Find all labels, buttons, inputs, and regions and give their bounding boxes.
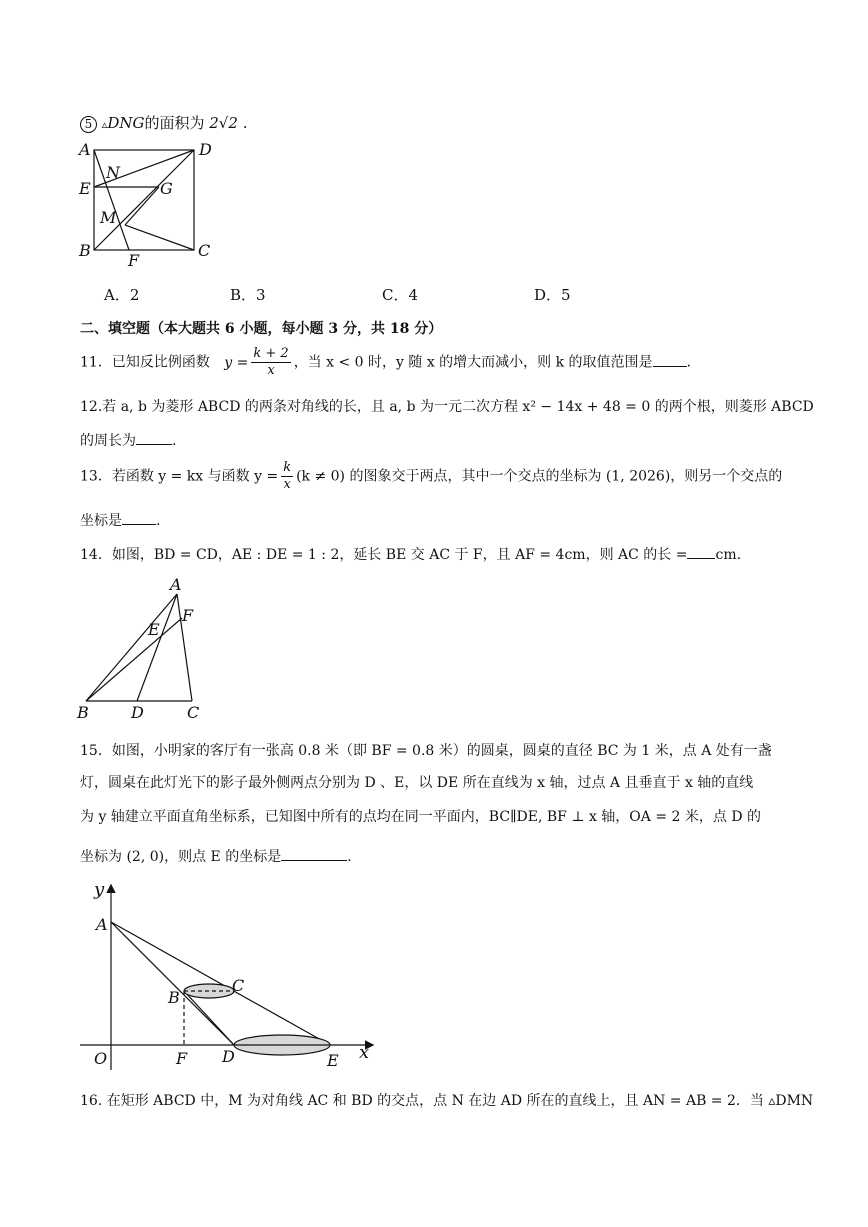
label-y: y bbox=[94, 879, 105, 900]
label-F: F bbox=[176, 1049, 188, 1068]
label-D: D bbox=[199, 140, 212, 159]
figure-triangle bbox=[74, 576, 214, 722]
figure-coordinate bbox=[76, 878, 386, 1078]
question-15-line4: 坐标为 (2, 0)，则点 E 的坐标是 . bbox=[80, 849, 352, 865]
section-title: 二、填空题（本大题共 6 小题，每小题 3 分，共 18 分） bbox=[80, 321, 443, 337]
label-C: C bbox=[232, 976, 245, 995]
q11-lhs: y = bbox=[224, 354, 249, 371]
figure-square bbox=[76, 138, 216, 268]
question-15-line3: 为 y 轴建立平面直角坐标系，已知图中所有的点均在同一平面内，BC∥DE, BF ⊥ x 轴，OA = 2 米，点 D 的 bbox=[80, 809, 761, 825]
label-E: E bbox=[148, 620, 160, 639]
label-A: A bbox=[96, 915, 108, 934]
item5-text: 的面积为 bbox=[144, 114, 205, 132]
label-A: A bbox=[79, 140, 91, 159]
label-D: D bbox=[222, 1047, 235, 1066]
question-12-line1: 12.若 a, b 为菱形 ABCD 的两条对角线的长，且 a, b 为一元二次方程 x² − 14x + 48 = 0 的两个根，则菱形 ABCD bbox=[80, 399, 814, 415]
q14-blank[interactable] bbox=[687, 558, 715, 559]
label-x: x bbox=[359, 1042, 370, 1063]
question-12-line2: 的周长为 . bbox=[80, 433, 177, 449]
q11-blank[interactable] bbox=[653, 366, 687, 367]
question-14: 14．如图，BD = CD，AE : DE = 1 : 2，延长 BE 交 AC 于 F，且 AF = 4cm，则 AC 的长 = cm. bbox=[80, 547, 742, 563]
label-B: B bbox=[77, 703, 89, 722]
option-b: B．3 bbox=[230, 286, 266, 304]
label-E: E bbox=[327, 1051, 339, 1070]
label-F: F bbox=[182, 606, 194, 625]
q12-blank[interactable] bbox=[136, 444, 172, 445]
item5-line bbox=[80, 112, 247, 133]
label-A: A bbox=[170, 576, 182, 594]
q11-fraction: $\frac{k + 2}{x}$ bbox=[253, 346, 289, 378]
label-O: O bbox=[94, 1049, 108, 1068]
label-B: B bbox=[168, 988, 180, 1007]
label-F: F bbox=[128, 251, 140, 268]
q11-rest: ，当 x < 0 时，y 随 x 的增大而减小，则 k 的取值范围是 bbox=[293, 354, 653, 371]
triangle-name: DNG bbox=[107, 114, 145, 132]
circled-number: 5 bbox=[80, 116, 97, 133]
q13-fraction: $\frac{k}{x}$ bbox=[283, 460, 292, 492]
question-11: 11．已知反比例函数 y = $\frac{k + 2}{x}$ ，当 x < 0 时，y 随 x 的增大而减小，则 k 的取值范围是 . bbox=[80, 346, 692, 378]
q11-number: 11．已知反比例函数 bbox=[80, 354, 210, 371]
item5-value: 2√2 bbox=[209, 114, 238, 132]
label-N: N bbox=[106, 163, 120, 182]
question-13-line1: 13．若函数 y = kx 与函数 y = $\frac{k}{x}$ (k ≠ 0) 的图象交于两点，其中一个交点的坐标为 (1, 2026)，则另一个交点的 bbox=[80, 460, 783, 492]
option-d: D．5 bbox=[534, 286, 571, 304]
question-15-line2: 灯，圆桌在此灯光下的影子最外侧两点分别为 D 、E，以 DE 所在直线为 x 轴，过点 A 且垂直于 x 轴的直线 bbox=[80, 775, 754, 791]
q15-blank[interactable] bbox=[281, 860, 347, 861]
triangle-symbol: ▵ bbox=[101, 118, 108, 131]
item5-end: . bbox=[242, 114, 248, 132]
label-C: C bbox=[187, 703, 200, 722]
label-M: M bbox=[100, 208, 117, 227]
question-16: 16. 在矩形 ABCD 中，M 为对角线 AC 和 BD 的交点，点 N 在边 AD 所在的直线上，且 AN = AB = 2．当 ▵DMN bbox=[80, 1093, 814, 1109]
label-D: D bbox=[131, 703, 144, 722]
question-13-line2: 坐标是 . bbox=[80, 513, 161, 529]
label-B: B bbox=[79, 241, 91, 260]
q13-blank[interactable] bbox=[122, 524, 156, 525]
label-E: E bbox=[79, 179, 91, 198]
option-c: C．4 bbox=[382, 286, 419, 304]
option-a: A．2 bbox=[104, 286, 140, 304]
label-C: C bbox=[198, 241, 211, 260]
label-G: G bbox=[160, 179, 173, 198]
question-15-line1: 15．如图，小明家的客厅有一张高 0.8 米（即 BF = 0.8 米）的圆桌，圆桌的直径 BC 为 1 米，点 A 处有一盏 bbox=[80, 743, 772, 759]
